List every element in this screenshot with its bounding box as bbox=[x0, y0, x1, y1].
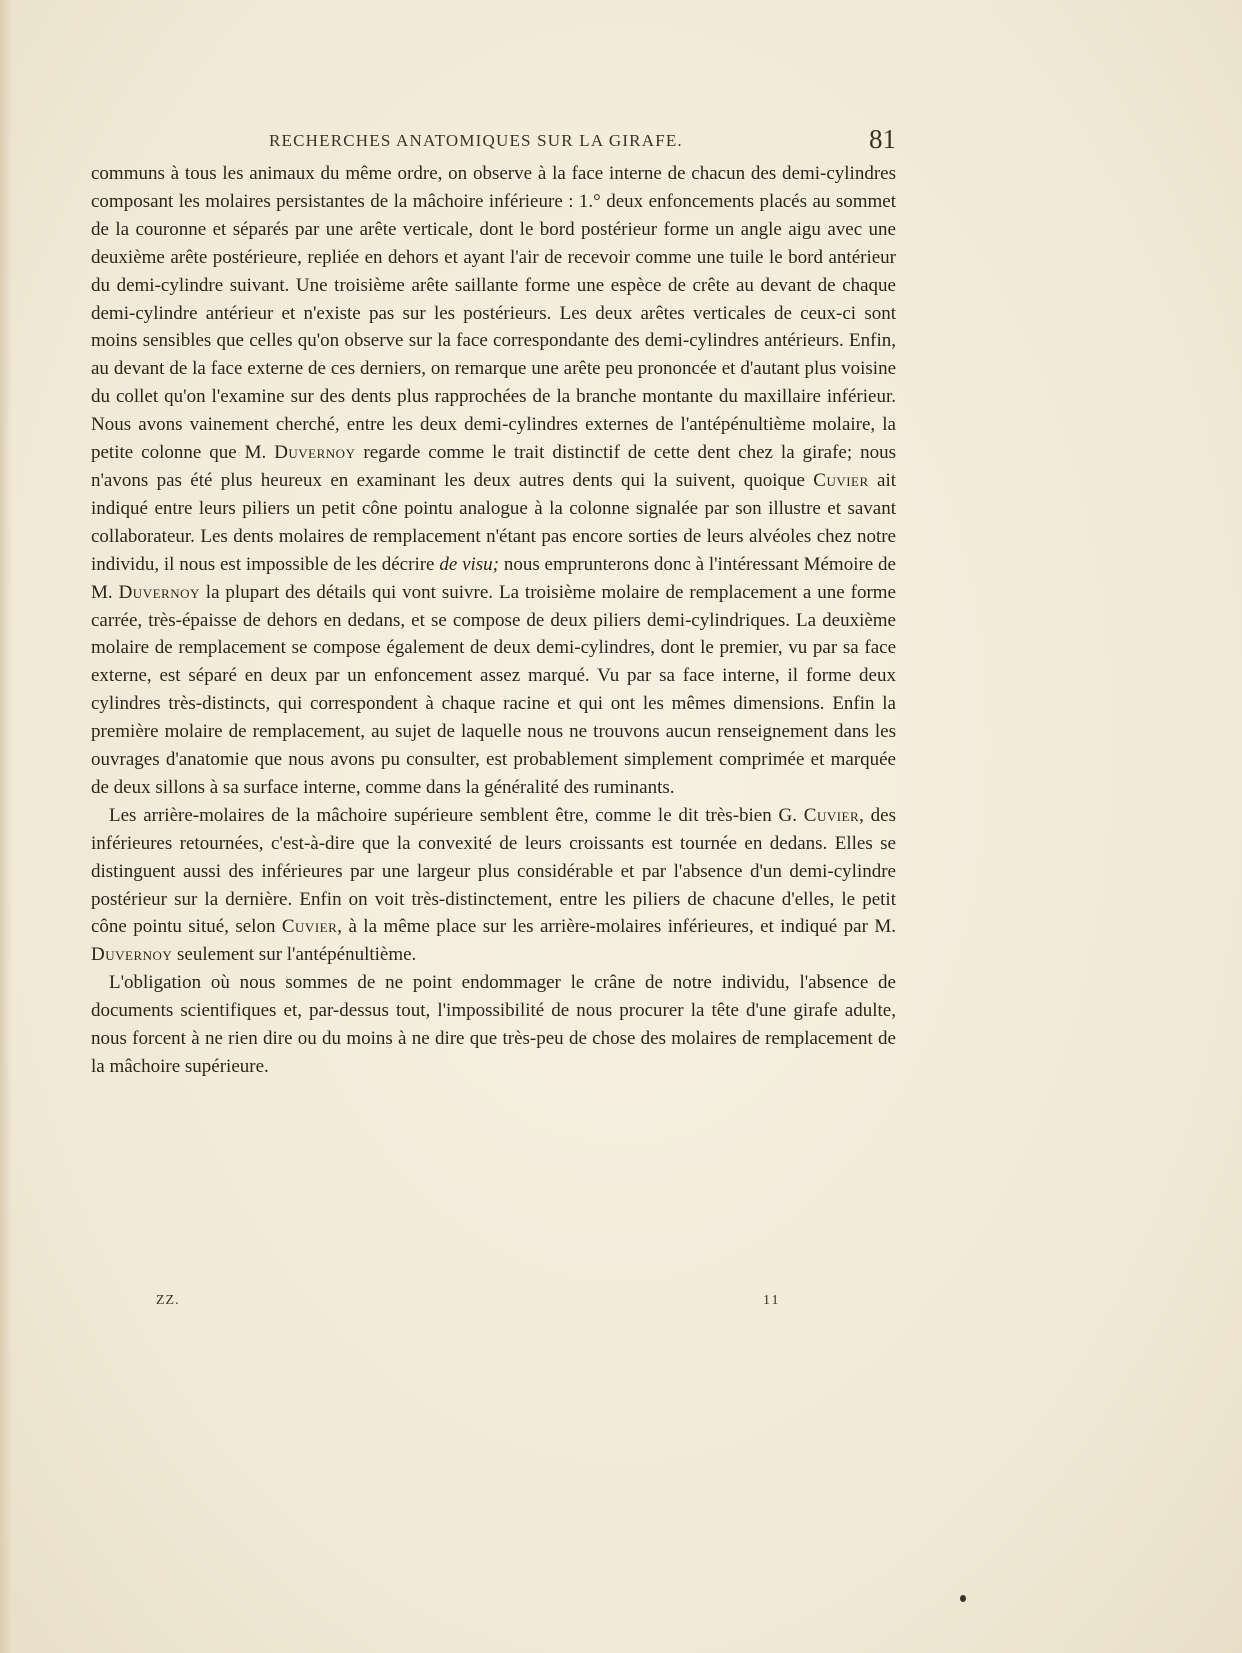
ink-speck bbox=[960, 1595, 966, 1602]
author-name: Duvernoy bbox=[118, 581, 200, 603]
text-run: communs à tous les animaux du même ordre, on observe à la face interne de chacun des demi-cylindres composant les molaires persistantes de la mâchoire inférieure : 1.° deux enfoncements placés au sommet de la couronne et séparés par une arête verticale, dont le bord postérieur forme un angle aigu avec une deuxième arête postérieure, repliée en dehors et ayant l'air de recevoir comme une tuile le bord antérieur du demi-cylindre suivant. Une troisième arête saillante forme une espèce de crête au devant de chaque demi-cylindre antérieur et n'existe pas sur les postérieurs. Les deux arêtes verticales de ceux-ci sont moins sensibles que celles qu'on observe sur la face correspondante des demi-cylindres antérieurs. Enfin, au devant de la face externe de ces derniers, on remarque une arête peu prononcée et d'autant plus voisine du collet qu'on l'examine sur des dents plus rapprochées de la branche montante du maxillaire inférieur. Nous avons vainement cherché, entre les deux demi-cylindres externes de l'antépénultième molaire, la petite colonne que M. bbox=[91, 163, 896, 464]
text-run: nous emprunterons donc à l'intéressant Mémoire de M. bbox=[91, 553, 896, 603]
paragraph-3 bbox=[91, 969, 896, 1081]
running-title: RECHERCHES ANATOMIQUES SUR LA GIRAFE. bbox=[269, 131, 683, 150]
text-run: la plupart des détails qui vont suivre. La troisième molaire de remplacement a une forme carrée, très-épaisse de dehors en dedans, et se compose de deux piliers demi-cylindriques. La deuxième molaire de remplacement se compose également de deux demi-cylindres, dont le premier, vu par sa face externe, est séparé en deux par un enfoncement assez marqué. Vu par sa face interne, il forme deux cylindres très-distincts, qui correspondent à chaque racine et qui ont les mêmes dimensions. Enfin la première molaire de remplacement, au sujet de laquelle nous ne trouvons aucun renseignement dans les ouvrages d'anatomie que nous avons pu consulter, est probablement simplement comprimée et marquée de deux sillons à sa surface interne, comme dans la généralité des ruminants. bbox=[91, 581, 896, 798]
page-number: 81 bbox=[869, 124, 896, 154]
author-name: Duvernoy bbox=[91, 944, 173, 966]
sheet-number: 11 bbox=[763, 1293, 781, 1308]
page-footer bbox=[91, 1293, 896, 1315]
paragraph-1 bbox=[91, 160, 896, 802]
author-name: Duvernoy bbox=[274, 442, 356, 464]
body-text bbox=[91, 160, 896, 1081]
author-name: Cuvier bbox=[803, 804, 860, 826]
italic-phrase: de visu; bbox=[439, 553, 499, 575]
text-run: regarde comme le trait distinctif de cette dent chez la girafe; nous n'avons pas été plus heureux en examinant les deux autres dents qui la suivent, quoique bbox=[91, 442, 896, 491]
signature-mark: ZZ. bbox=[156, 1293, 180, 1308]
text-run: L'obligation où nous sommes de ne point endommager le crâne de notre individu, l'absence de documents scientifiques et, par-dessus tout, l'impossibilité de nous procurer la tête d'une girafe adulte, nous forcent à ne rien dire ou du moins à ne dire que très-peu de chose des molaires de remplacement de la mâchoire supérieure. bbox=[91, 972, 896, 1077]
page-header bbox=[91, 124, 896, 156]
paragraph-2 bbox=[91, 802, 896, 969]
text-run: , à la même place sur les arrière-molaires inférieures, et indiqué par M. bbox=[337, 916, 896, 938]
text-run: ait indiqué entre leurs piliers un petit cône pointu analogue à la colonne signalée par son illustre et savant collaborateur. Les dents molaires de remplacement n'étant pas encore sorties de leurs alvéoles chez notre individu, il nous est impossible de les décrire bbox=[91, 469, 896, 575]
text-run: seulement sur l'antépénultième. bbox=[172, 944, 417, 966]
author-name: Cuvier bbox=[281, 916, 338, 938]
page-edge-shadow bbox=[0, 0, 12, 1653]
text-run: Les arrière-molaires de la mâchoire supérieure semblent être, comme le dit très-bien G. bbox=[109, 804, 804, 826]
text-run: , des inférieures retournées, c'est-à-dire que la convexité de leurs croissants est tournée en dedans. Elles se distinguent aussi des inférieures par une largeur plus considérable et par l'absence d'un demi-cylindre postérieur sur la dernière. Enfin on voit très-distinctement, entre les piliers de chacune d'elles, le petit cône pointu situé, selon bbox=[91, 804, 897, 938]
author-name: Cuvier bbox=[813, 469, 869, 491]
